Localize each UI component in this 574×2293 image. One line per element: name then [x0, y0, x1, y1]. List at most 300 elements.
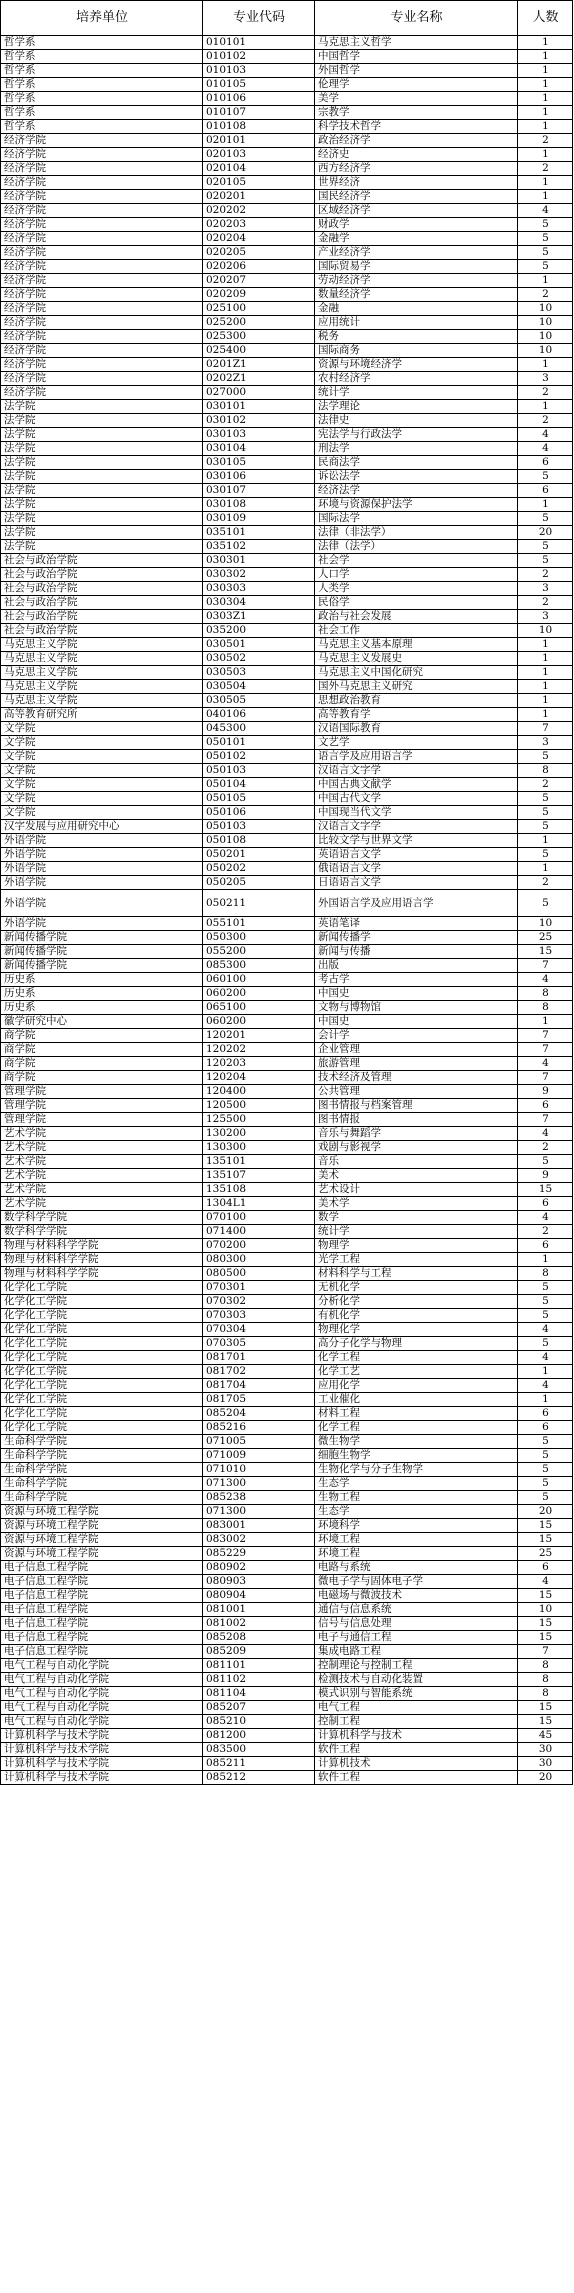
table-row	[1, 1365, 573, 1379]
table-row	[1, 638, 573, 652]
cell-count: 15	[518, 1519, 573, 1533]
cell-code: 083002	[203, 1533, 315, 1547]
table-row	[1, 1449, 573, 1463]
cell-major: 图书情报	[315, 1113, 518, 1127]
cell-unit: 历史系	[1, 1001, 203, 1015]
cell-unit: 电气工程与自动化学院	[1, 1659, 203, 1673]
cell-code: 030505	[203, 694, 315, 708]
table-row	[1, 1351, 573, 1365]
cell-major: 模式识别与智能系统	[315, 1687, 518, 1701]
table-row	[1, 848, 573, 862]
cell-major: 诉讼法学	[315, 470, 518, 484]
cell-code: 070100	[203, 1211, 315, 1225]
table-row	[1, 1309, 573, 1323]
cell-unit: 计算机科学与技术学院	[1, 1757, 203, 1771]
cell-code: 030108	[203, 498, 315, 512]
table-row	[1, 1673, 573, 1687]
cell-major: 汉语言文字学	[315, 764, 518, 778]
cell-code: 0202Z1	[203, 372, 315, 386]
cell-code: 120500	[203, 1099, 315, 1113]
cell-count: 7	[518, 722, 573, 736]
table-row	[1, 1561, 573, 1575]
cell-code: 030103	[203, 428, 315, 442]
cell-code: 025200	[203, 316, 315, 330]
cell-count: 1	[518, 498, 573, 512]
cell-count: 7	[518, 1029, 573, 1043]
cell-code: 120201	[203, 1029, 315, 1043]
cell-major: 外国哲学	[315, 64, 518, 78]
cell-code: 085212	[203, 1771, 315, 1785]
cell-code: 0303Z1	[203, 610, 315, 624]
header-unit: 培养单位	[1, 1, 203, 36]
cell-major: 中国古典文献学	[315, 778, 518, 792]
cell-code: 071400	[203, 1225, 315, 1239]
table-row	[1, 64, 573, 78]
table-row	[1, 470, 573, 484]
table-row	[1, 1407, 573, 1421]
cell-count: 5	[518, 890, 573, 917]
cell-unit: 商学院	[1, 1071, 203, 1085]
table-row	[1, 148, 573, 162]
cell-code: 030302	[203, 568, 315, 582]
cell-count: 10	[518, 344, 573, 358]
cell-major: 材料工程	[315, 1407, 518, 1421]
cell-unit: 资源与环境工程学院	[1, 1533, 203, 1547]
cell-unit: 法学院	[1, 414, 203, 428]
table-row	[1, 582, 573, 596]
cell-unit: 生命科学学院	[1, 1435, 203, 1449]
cell-unit: 经济学院	[1, 288, 203, 302]
table-row	[1, 1421, 573, 1435]
table-row	[1, 931, 573, 945]
cell-unit: 电气工程与自动化学院	[1, 1673, 203, 1687]
cell-count: 5	[518, 1491, 573, 1505]
cell-count: 5	[518, 806, 573, 820]
table-row	[1, 680, 573, 694]
cell-code: 020104	[203, 162, 315, 176]
table-row	[1, 708, 573, 722]
cell-code: 080500	[203, 1267, 315, 1281]
cell-code: 060200	[203, 1015, 315, 1029]
cell-count: 6	[518, 1421, 573, 1435]
cell-code: 070304	[203, 1323, 315, 1337]
cell-count: 5	[518, 512, 573, 526]
table-row	[1, 442, 573, 456]
table-row	[1, 1225, 573, 1239]
cell-count: 20	[518, 1771, 573, 1785]
cell-count: 4	[518, 1379, 573, 1393]
cell-code: 025300	[203, 330, 315, 344]
cell-code: 070302	[203, 1295, 315, 1309]
cell-count: 10	[518, 1603, 573, 1617]
table-header	[1, 1, 573, 36]
cell-count: 4	[518, 1211, 573, 1225]
cell-count: 2	[518, 288, 573, 302]
cell-major: 金融学	[315, 232, 518, 246]
cell-count: 2	[518, 386, 573, 400]
cell-count: 5	[518, 848, 573, 862]
cell-major: 西方经济学	[315, 162, 518, 176]
cell-count: 1	[518, 666, 573, 680]
cell-unit: 电气工程与自动化学院	[1, 1687, 203, 1701]
table-row	[1, 1533, 573, 1547]
cell-major: 中国史	[315, 1015, 518, 1029]
cell-code: 050104	[203, 778, 315, 792]
cell-major: 产业经济学	[315, 246, 518, 260]
cell-major: 人类学	[315, 582, 518, 596]
cell-major: 法律史	[315, 414, 518, 428]
table-body	[1, 36, 573, 1785]
cell-unit: 马克思主义学院	[1, 638, 203, 652]
cell-code: 071005	[203, 1435, 315, 1449]
cell-code: 085204	[203, 1407, 315, 1421]
cell-code: 050106	[203, 806, 315, 820]
cell-code: 120202	[203, 1043, 315, 1057]
cell-code: 081001	[203, 1603, 315, 1617]
cell-unit: 艺术学院	[1, 1169, 203, 1183]
cell-major: 出版	[315, 959, 518, 973]
cell-major: 新闻与传播	[315, 945, 518, 959]
cell-unit: 新闻传播学院	[1, 931, 203, 945]
cell-code: 120203	[203, 1057, 315, 1071]
cell-unit: 历史系	[1, 987, 203, 1001]
cell-unit: 经济学院	[1, 330, 203, 344]
cell-major: 数量经济学	[315, 288, 518, 302]
table-row	[1, 1519, 573, 1533]
table-row	[1, 484, 573, 498]
cell-major: 工业催化	[315, 1393, 518, 1407]
cell-code: 030106	[203, 470, 315, 484]
cell-count: 1	[518, 708, 573, 722]
cell-unit: 资源与环境工程学院	[1, 1519, 203, 1533]
cell-code: 085208	[203, 1631, 315, 1645]
cell-count: 7	[518, 1071, 573, 1085]
cell-major: 汉语国际教育	[315, 722, 518, 736]
cell-code: 135101	[203, 1155, 315, 1169]
cell-unit: 社会与政治学院	[1, 596, 203, 610]
cell-count: 5	[518, 232, 573, 246]
cell-major: 国民经济学	[315, 190, 518, 204]
cell-count: 10	[518, 624, 573, 638]
cell-count: 5	[518, 820, 573, 834]
cell-code: 030304	[203, 596, 315, 610]
cell-unit: 法学院	[1, 526, 203, 540]
cell-unit: 高等教育研究所	[1, 708, 203, 722]
cell-major: 财政学	[315, 218, 518, 232]
cell-count: 8	[518, 1673, 573, 1687]
cell-unit: 法学院	[1, 512, 203, 526]
cell-count: 20	[518, 526, 573, 540]
cell-major: 环境与资源保护法学	[315, 498, 518, 512]
cell-major: 软件工程	[315, 1743, 518, 1757]
table-row	[1, 414, 573, 428]
cell-count: 45	[518, 1729, 573, 1743]
cell-major: 信号与信息处理	[315, 1617, 518, 1631]
cell-count: 2	[518, 134, 573, 148]
cell-count: 5	[518, 792, 573, 806]
table-row	[1, 540, 573, 554]
cell-unit: 汉字发展与应用研究中心	[1, 820, 203, 834]
cell-count: 1	[518, 1015, 573, 1029]
cell-unit: 艺术学院	[1, 1141, 203, 1155]
cell-unit: 法学院	[1, 484, 203, 498]
cell-count: 15	[518, 1631, 573, 1645]
cell-unit: 法学院	[1, 456, 203, 470]
table-row	[1, 568, 573, 582]
cell-count: 1	[518, 36, 573, 50]
cell-major: 社会学	[315, 554, 518, 568]
cell-count: 1	[518, 92, 573, 106]
cell-count: 4	[518, 1351, 573, 1365]
cell-unit: 数学科学学院	[1, 1225, 203, 1239]
cell-code: 020209	[203, 288, 315, 302]
cell-count: 1	[518, 694, 573, 708]
table-row	[1, 1491, 573, 1505]
table-row	[1, 1589, 573, 1603]
cell-major: 生物化学与分子生物学	[315, 1463, 518, 1477]
cell-code: 070200	[203, 1239, 315, 1253]
cell-unit: 计算机科学与技术学院	[1, 1743, 203, 1757]
cell-major: 中国古代文学	[315, 792, 518, 806]
cell-code: 020202	[203, 204, 315, 218]
cell-count: 15	[518, 1715, 573, 1729]
table-row	[1, 876, 573, 890]
cell-count: 2	[518, 876, 573, 890]
cell-unit: 商学院	[1, 1043, 203, 1057]
cell-count: 4	[518, 1323, 573, 1337]
cell-unit: 经济学院	[1, 316, 203, 330]
cell-unit: 经济学院	[1, 386, 203, 400]
cell-unit: 物理与材料科学学院	[1, 1239, 203, 1253]
cell-major: 环境科学	[315, 1519, 518, 1533]
cell-major: 国际贸易学	[315, 260, 518, 274]
cell-unit: 经济学院	[1, 162, 203, 176]
cell-count: 5	[518, 246, 573, 260]
cell-code: 050101	[203, 736, 315, 750]
cell-major: 化学工程	[315, 1421, 518, 1435]
cell-major: 生物工程	[315, 1491, 518, 1505]
cell-code: 020205	[203, 246, 315, 260]
cell-unit: 电子信息工程学院	[1, 1561, 203, 1575]
cell-major: 考古学	[315, 973, 518, 987]
cell-code: 020203	[203, 218, 315, 232]
cell-major: 法学理论	[315, 400, 518, 414]
cell-count: 20	[518, 1505, 573, 1519]
table-row	[1, 1603, 573, 1617]
table-row	[1, 1729, 573, 1743]
cell-major: 通信与信息系统	[315, 1603, 518, 1617]
table-row	[1, 862, 573, 876]
cell-count: 1	[518, 78, 573, 92]
cell-count: 7	[518, 1043, 573, 1057]
table-row	[1, 386, 573, 400]
cell-code: 030101	[203, 400, 315, 414]
cell-major: 农村经济学	[315, 372, 518, 386]
cell-unit: 化学化工学院	[1, 1309, 203, 1323]
cell-count: 5	[518, 1435, 573, 1449]
cell-major: 世界经济	[315, 176, 518, 190]
cell-count: 5	[518, 1295, 573, 1309]
table-row	[1, 1715, 573, 1729]
cell-unit: 化学化工学院	[1, 1365, 203, 1379]
cell-count: 1	[518, 1253, 573, 1267]
cell-major: 音乐与舞蹈学	[315, 1127, 518, 1141]
cell-code: 030301	[203, 554, 315, 568]
cell-code: 070305	[203, 1337, 315, 1351]
table-row	[1, 596, 573, 610]
cell-unit: 电子信息工程学院	[1, 1617, 203, 1631]
cell-code: 030104	[203, 442, 315, 456]
cell-code: 020105	[203, 176, 315, 190]
cell-major: 中国现当代文学	[315, 806, 518, 820]
cell-unit: 社会与政治学院	[1, 624, 203, 638]
table-row	[1, 1743, 573, 1757]
table-row	[1, 1505, 573, 1519]
table-row	[1, 736, 573, 750]
cell-code: 010106	[203, 92, 315, 106]
cell-code: 020101	[203, 134, 315, 148]
table-row	[1, 120, 573, 134]
table-row	[1, 1197, 573, 1211]
table-row	[1, 1547, 573, 1561]
cell-count: 2	[518, 414, 573, 428]
cell-code: 050103	[203, 820, 315, 834]
cell-major: 检测技术与自动化装置	[315, 1673, 518, 1687]
cell-major: 资源与环境经济学	[315, 358, 518, 372]
cell-unit: 经济学院	[1, 274, 203, 288]
cell-major: 思想政治教育	[315, 694, 518, 708]
cell-unit: 社会与政治学院	[1, 610, 203, 624]
cell-code: 035101	[203, 526, 315, 540]
cell-count: 2	[518, 568, 573, 582]
cell-unit: 艺术学院	[1, 1197, 203, 1211]
cell-count: 1	[518, 50, 573, 64]
cell-count: 6	[518, 1239, 573, 1253]
table-row	[1, 945, 573, 959]
cell-code: 081102	[203, 1673, 315, 1687]
table-row	[1, 50, 573, 64]
cell-count: 3	[518, 582, 573, 596]
cell-major: 人口学	[315, 568, 518, 582]
cell-unit: 电子信息工程学院	[1, 1603, 203, 1617]
cell-count: 1	[518, 274, 573, 288]
table-row	[1, 792, 573, 806]
cell-major: 光学工程	[315, 1253, 518, 1267]
cell-code: 010105	[203, 78, 315, 92]
cell-major: 金融	[315, 302, 518, 316]
cell-unit: 文学院	[1, 778, 203, 792]
cell-unit: 新闻传播学院	[1, 959, 203, 973]
cell-major: 比较文学与世界文学	[315, 834, 518, 848]
cell-count: 7	[518, 1645, 573, 1659]
table-row	[1, 652, 573, 666]
cell-count: 2	[518, 596, 573, 610]
table-row	[1, 1057, 573, 1071]
cell-count: 5	[518, 1449, 573, 1463]
cell-unit: 化学化工学院	[1, 1421, 203, 1435]
table-row	[1, 1477, 573, 1491]
cell-code: 030303	[203, 582, 315, 596]
table-row	[1, 1337, 573, 1351]
header-code: 专业代码	[203, 1, 315, 36]
cell-count: 4	[518, 1057, 573, 1071]
table-row	[1, 1393, 573, 1407]
table-row	[1, 330, 573, 344]
cell-unit: 资源与环境工程学院	[1, 1547, 203, 1561]
cell-code: 025400	[203, 344, 315, 358]
cell-count: 3	[518, 736, 573, 750]
cell-count: 4	[518, 442, 573, 456]
cell-unit: 文学院	[1, 792, 203, 806]
cell-unit: 数学科学学院	[1, 1211, 203, 1225]
cell-count: 1	[518, 834, 573, 848]
cell-major: 环境工程	[315, 1547, 518, 1561]
table-row	[1, 92, 573, 106]
cell-unit: 电气工程与自动化学院	[1, 1701, 203, 1715]
cell-count: 4	[518, 973, 573, 987]
table-row	[1, 1295, 573, 1309]
cell-count: 6	[518, 1197, 573, 1211]
cell-unit: 徽学研究中心	[1, 1015, 203, 1029]
table-row	[1, 1015, 573, 1029]
cell-unit: 法学院	[1, 428, 203, 442]
cell-unit: 计算机科学与技术学院	[1, 1729, 203, 1743]
table-row	[1, 1141, 573, 1155]
cell-major: 物理化学	[315, 1323, 518, 1337]
cell-code: 1304L1	[203, 1197, 315, 1211]
cell-unit: 经济学院	[1, 372, 203, 386]
table-row	[1, 834, 573, 848]
cell-count: 5	[518, 1337, 573, 1351]
cell-major: 软件工程	[315, 1771, 518, 1785]
cell-count: 4	[518, 204, 573, 218]
table-row	[1, 722, 573, 736]
table-row	[1, 1323, 573, 1337]
cell-count: 5	[518, 1309, 573, 1323]
cell-count: 5	[518, 1477, 573, 1491]
table-row	[1, 526, 573, 540]
cell-code: 083500	[203, 1743, 315, 1757]
cell-code: 030105	[203, 456, 315, 470]
table-row	[1, 1617, 573, 1631]
cell-major: 外国语言学及应用语言学	[315, 890, 518, 917]
cell-code: 081200	[203, 1729, 315, 1743]
cell-code: 030107	[203, 484, 315, 498]
cell-count: 1	[518, 176, 573, 190]
table-row	[1, 806, 573, 820]
table-row	[1, 1127, 573, 1141]
cell-code: 045300	[203, 722, 315, 736]
cell-unit: 计算机科学与技术学院	[1, 1771, 203, 1785]
cell-code: 035102	[203, 540, 315, 554]
cell-major: 英语笔译	[315, 917, 518, 931]
table-row	[1, 1099, 573, 1113]
cell-unit: 马克思主义学院	[1, 652, 203, 666]
cell-major: 语言学及应用语言学	[315, 750, 518, 764]
cell-unit: 外语学院	[1, 862, 203, 876]
cell-count: 6	[518, 1407, 573, 1421]
table-row	[1, 1155, 573, 1169]
cell-unit: 生命科学学院	[1, 1449, 203, 1463]
cell-count: 4	[518, 428, 573, 442]
cell-count: 5	[518, 1463, 573, 1477]
cell-major: 民商法学	[315, 456, 518, 470]
table-row	[1, 1757, 573, 1771]
cell-unit: 哲学系	[1, 106, 203, 120]
cell-code: 027000	[203, 386, 315, 400]
cell-code: 020103	[203, 148, 315, 162]
table-row	[1, 1029, 573, 1043]
